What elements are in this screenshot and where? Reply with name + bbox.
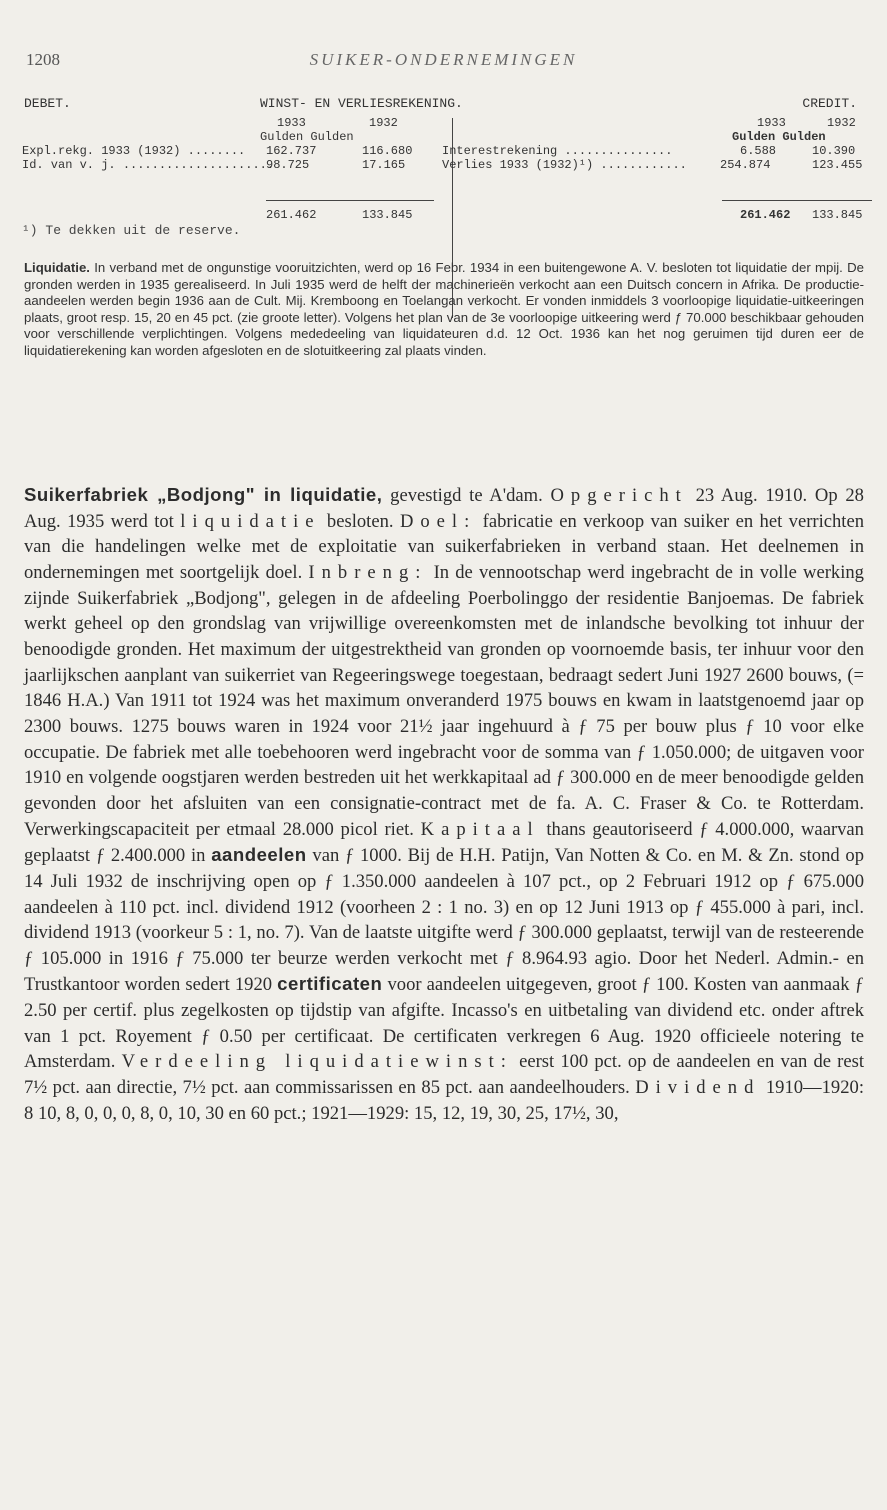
entry-text: besloten. [326, 510, 394, 532]
year-header-row [22, 116, 867, 130]
entry-text: 23 Aug. 1910. Op 28 Aug. 1935 werd tot [24, 485, 864, 532]
credit-total-1932: 133.845 [812, 208, 863, 222]
page-number: 1208 [26, 50, 60, 69]
debit-value-1933: 162.737 [266, 144, 317, 158]
credit-value-1932: 123.455 [812, 158, 863, 172]
credit-value-1932: 10.390 [812, 144, 856, 158]
statement-title: WINST- EN VERLIESREKENING. [260, 96, 463, 111]
credit-year-1933: 1933 [757, 116, 786, 130]
credit-total-rule [722, 200, 872, 201]
entry-text: 1910—1920: 8 10, 8, 0, 0, 0, 8, 0, 10, 30 en 60 pct.; 1921—1929: 15, 12, 19, 30, 25, 17½, 30, [24, 1077, 864, 1124]
company-heading: Suikerfabriek „Bodjong" in liquidatie, [24, 484, 383, 505]
credit-value-1933: 254.874 [720, 158, 771, 172]
section-label-opgericht: Opgericht [550, 485, 688, 506]
debit-label: Id. van v. j. ..................... [22, 158, 275, 172]
section-label-doel: Doel: [399, 510, 477, 532]
credit-label: Verlies 1933 (1932)¹) ............ [442, 158, 687, 172]
entry-text: fabricatie en verkoop van suiker en het verrichten van die handelingen welke met de exploitatie van suikerfabrieken in verband staan. Het deelnemen in ondernemingen met soortgelijk doel. [24, 510, 865, 583]
liquidation-lead: Liquidatie. [24, 260, 90, 275]
debit-header: DEBET. [24, 96, 71, 111]
debit-label: Expl.rekg. 1933 (1932) ........ [22, 144, 246, 158]
entry-text: eerst 100 pct. op de aandeelen en van de rest 7½ pct. aan directie, 7½ pct. aan commissarissen en 85 pct. aan aandeelhouders. [24, 1051, 865, 1099]
company-entry [24, 482, 864, 1126]
section-label-dividend: Dividend [635, 1077, 761, 1099]
footnote: ¹) Te dekken uit de reserve. [22, 223, 241, 238]
credit-value-1933: 6.588 [740, 144, 777, 158]
statement-row [22, 144, 867, 158]
statement-row [22, 158, 867, 172]
profit-loss-statement [22, 96, 867, 222]
currency-header-row [22, 130, 867, 144]
bold-word-aandeelen: aandeelen [211, 844, 307, 866]
debit-currency: Gulden Gulden [260, 130, 354, 144]
section-label-kapitaal: Kapitaal [420, 818, 540, 840]
credit-header: CREDIT. [802, 96, 857, 111]
debit-value-1933: 98.725 [266, 158, 310, 172]
liquidation-paragraph [24, 260, 864, 360]
liquidation-text: In verband met de ongunstige vooruitzichten, werd op 16 Febr. 1934 in een buitengewone A. V. besloten tot liquidatie der mpij. De gronden werden in 1935 gerealiseerd. In Juli 1935 werd de helft der machinerieën verkocht aan een Duitsch concern in Afrika. De productie-aandeelen werden begin 1936 aan de Cult. Mij. Kremboong en Toelangan verkocht. Er vonden inmiddels 3 voorloopige liquidatie-uitkeeringen plaats, groot resp. 15, 20 en 45 pct. (zie groote letter). Volgens het plan van de 3e voorloopige uitkeering werd ƒ 70.000 beschikbaar gehouden voor verschillende verplichtingen. Volgens mededeeling van liquidateuren d.d. 12 Oct. 1936 kan het nog geruimen tijd duren eer de liquidatierekening kan worden afgesloten en de slotuitkeering zal plaats vinden. [24, 260, 864, 358]
entry-text: thans geautoriseerd ƒ 4.000.000, waarvan geplaatst ƒ 2.400.000 in [24, 818, 864, 867]
debit-total-1933: 261.462 [266, 208, 317, 222]
debit-value-1932: 116.680 [362, 144, 413, 158]
debit-year-1932: 1932 [369, 116, 398, 130]
entry-text: In de vennootschap werd ingebracht de in volle werking zijnde Suikerfabriek „Bodjong", gelegen in de afdeeling Poerbolinggo der residentie Banjoemas. De fabriek werkt geheel op den grondslag van vrijwillige overeenkomsten met de inlandsche bevolking tot inhuur der benoodigde gronden. Het maximum der uitgestrektheid van gronden op voornoemde basis, ter inhuur voor den jaarlijkschen aanplant van suikerriet van Regeeringswege toegestaan, bedraagt sedert Juni 1927 2600 bouws, (= 1846 H.A.) Van 1911 tot 1924 was het maximum onveranderd 1975 bouws en kwam in laatstgenoemd jaar op 2300 bouws. 1275 bouws waren in 1924 voor 21½ jaar ingehuurd à ƒ 75 per bouw plus ƒ 10 voor elke occupatie. De fabriek met alle toebehooren werd ingebracht voor de somma van ƒ 1.050.000; de uitgaven voor 1910 en volgende oogstjaren werden bestreden uit het werkkapitaal ad ƒ 300.000 en de meer benoodigde gelden gevonden door het afsluiten van een consignatie-contract met de fa. A. C. Fraser & Co. te Rotterdam. Verwerkingscapaciteit per etmaal 28.000 picol riet. [24, 561, 864, 840]
entry-text: voor aandeelen uitgegeven, groot ƒ 100. Kosten van aanmaak ƒ 2.50 per certif. plus zegelkosten op tijdstip van afgifte. Incasso's en uitbetaling van dividend etc. onder aftrek van 1 pct. Royement ƒ 0.50 per certificaat. De certificaten verkregen 6 Aug. 1920 officieele notering te Amsterdam. [24, 974, 864, 1073]
section-label-inbreng: Inbreng: [308, 561, 428, 583]
debit-year-1933: 1933 [277, 116, 306, 130]
credit-total-1933: 261.462 [740, 208, 791, 222]
debit-total-1932: 133.845 [362, 208, 413, 222]
credit-currency: Gulden Gulden [732, 130, 826, 144]
credit-year-1932: 1932 [827, 116, 856, 130]
entry-text: gevestigd te A'dam. [390, 485, 543, 506]
section-label-verdeeling: Verdeeling liquidatiewinst: [121, 1051, 513, 1073]
running-head [26, 50, 861, 74]
bold-word-certificaten: certificaten [277, 973, 383, 995]
debit-value-1932: 17.165 [362, 158, 406, 172]
totals-row [22, 208, 867, 222]
credit-label: Interestrekening ............... [442, 144, 673, 158]
running-title: SUIKER-ONDERNEMINGEN [309, 50, 578, 69]
entry-text: van ƒ 1000. Bij de H.H. Patijn, Van Notten & Co. en M. & Zn. stond op 14 Juli 1932 de inschrijving open op ƒ 1.350.000 aandeelen à 107 pct., op 2 Februari 1912 op ƒ 675.000 aandeelen à 110 pct. incl. dividend 1912 (voorheen 2 : 1 no. 3) en op 12 Juni 1913 op ƒ 455.000 à pari, incl. dividend 1913 (voorkeur 5 : 1, no. 7). Van de laatste uitgifte werd ƒ 300.000 geplaatst, terwijl van de resteerende ƒ 105.000 in 1916 ƒ 75.000 ter beurze werden verkocht met ƒ 8.964.93 agio. Door het Nederl. Admin.- en Trustkantoor worden sedert 1920 [24, 845, 865, 996]
spaced-word-liquidatie: liquidatie [180, 510, 321, 532]
debit-total-rule [266, 200, 434, 201]
